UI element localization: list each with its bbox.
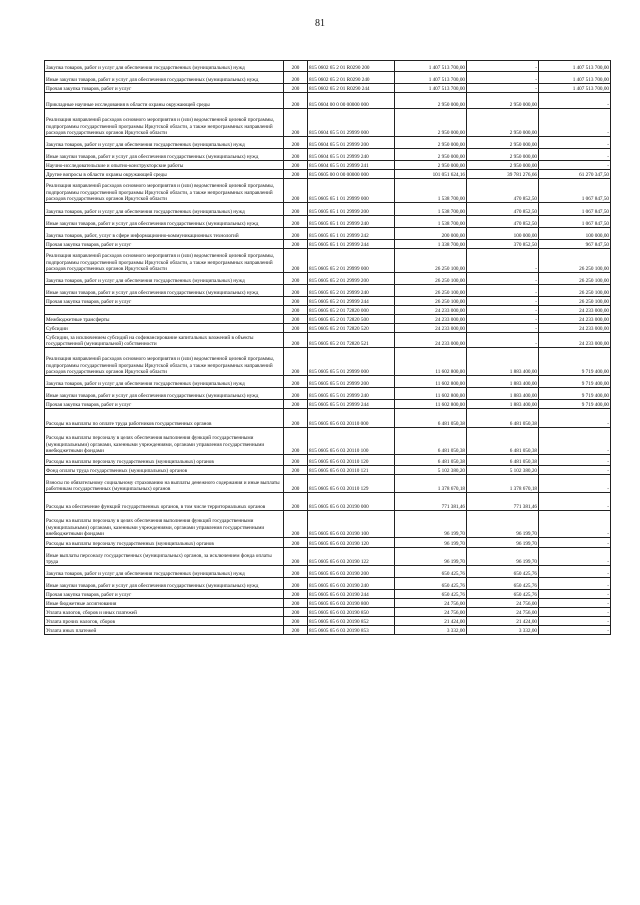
row-name: Закупка товаров, работ и услуг для обеспечения государственных (муниципальных) нужд: [45, 137, 284, 149]
row-amount-plan: 21 424,00: [395, 617, 467, 626]
row-amount-plan: 24 233 000,00: [395, 333, 467, 348]
page-number: 81: [315, 18, 325, 29]
row-name: Уплата налогов, сборов и иных платежей: [45, 608, 284, 617]
row-amount-plan: 1 407 513 700,00: [395, 84, 467, 93]
row-amount-remaining: 26 250 100,00: [539, 285, 611, 297]
row-name: Реализация направлений расходов основного мероприятия и (или) ведомственной целевой программы, подпрограммы государственной программы Иркутской области, а также непрограммных направлений расходов государственных органов Иркутской области: [45, 249, 284, 273]
row-amount-executed: 370 852,50: [467, 240, 539, 249]
row-code: 200: [284, 324, 308, 333]
row-amount-remaining: -: [539, 149, 611, 161]
row-name: Иные закупки товаров, работ и услуг для обеспечения государственных (муниципальных) нужд: [45, 149, 284, 161]
row-code: 200: [284, 93, 308, 109]
row-kbk: 815 0605 65 1 01 29999 000: [308, 179, 395, 203]
row-amount-executed: -: [467, 306, 539, 315]
row-amount-remaining: 61 270 347,50: [539, 170, 611, 179]
row-amount-executed: 650 425,76: [467, 590, 539, 599]
row-amount-executed: -: [467, 333, 539, 348]
row-kbk: 815 0605 00 0 00 00000 000: [308, 170, 395, 179]
row-amount-plan: 1 538 700,00: [395, 203, 467, 216]
row-amount-executed: 1 883 400,00: [467, 348, 539, 376]
row-name: Фонд оплаты труда государственных (муниципальных) органов: [45, 466, 284, 475]
table-row: [45, 590, 611, 599]
row-amount-executed: 96 199,70: [467, 538, 539, 548]
row-amount-remaining: 26 250 100,00: [539, 273, 611, 285]
row-amount-executed: 1 378 670,18: [467, 475, 539, 493]
table-row: [45, 315, 611, 324]
row-amount-executed: -: [467, 84, 539, 93]
table-row: [45, 548, 611, 566]
table-row: [45, 149, 611, 161]
row-kbk: 815 0604 65 5 01 29999 200: [308, 137, 395, 149]
budget-table-body: [45, 61, 611, 635]
table-row: [45, 84, 611, 93]
table-row: [45, 409, 611, 428]
row-amount-plan: 2 950 000,00: [395, 137, 467, 149]
table-row: [45, 626, 611, 635]
table-row: [45, 475, 611, 493]
row-name: Закупка товаров, работ, услуг в сфере информационно-коммуникационных технологий: [45, 228, 284, 240]
row-kbk: 815 0605 65 2 01 72820 521: [308, 333, 395, 348]
row-amount-executed: 1 883 400,00: [467, 388, 539, 400]
row-amount-remaining: -: [539, 466, 611, 475]
row-kbk: 815 0602 65 2 01 R0290 244: [308, 84, 395, 93]
row-amount-remaining: 1 067 847,50: [539, 179, 611, 203]
row-amount-remaining: -: [539, 548, 611, 566]
row-kbk: 815 0605 65 6 03 20190 852: [308, 617, 395, 626]
row-name: Расходы на выплаты персоналу в целях обеспечения выполнения функций государственными (муниципальными) органами, казенными учреждениями, органами управления государственными внебюджетными фондами: [45, 428, 284, 455]
row-code: 200: [284, 228, 308, 240]
row-kbk: 815 0605 65 2 01 29999 240: [308, 285, 395, 297]
row-code: 200: [284, 428, 308, 455]
row-name: Научно-исследовательские и опытно-конструкторские работы: [45, 161, 284, 170]
row-code: 200: [284, 72, 308, 84]
row-kbk: 815 0605 65 6 03 20110 121: [308, 466, 395, 475]
row-amount-plan: 24 233 000,00: [395, 324, 467, 333]
row-amount-remaining: -: [539, 617, 611, 626]
row-amount-plan: 2 950 000,00: [395, 161, 467, 170]
row-name: Взносы по обязательному социальному страхованию на выплаты денежного содержания и иные выплаты работникам государственных (муниципальных) органов: [45, 475, 284, 493]
row-amount-remaining: 9 719 400,00: [539, 400, 611, 409]
row-name: Прочая закупка товаров, работ и услуг: [45, 240, 284, 249]
row-code: 200: [284, 511, 308, 538]
row-code: 200: [284, 388, 308, 400]
row-amount-plan: 24 233 000,00: [395, 306, 467, 315]
row-amount-executed: 6 481 050,38: [467, 455, 539, 466]
row-amount-executed: 1 883 400,00: [467, 400, 539, 409]
row-code: 200: [284, 179, 308, 203]
row-amount-plan: 650 425,76: [395, 578, 467, 590]
row-kbk: 815 0605 65 6 03 20110 129: [308, 475, 395, 493]
row-amount-executed: 100 000,00: [467, 228, 539, 240]
row-amount-executed: 2 950 000,00: [467, 93, 539, 109]
row-name: [45, 306, 284, 315]
row-name: Иные закупки товаров, работ и услуг для обеспечения государственных (муниципальных) нужд: [45, 285, 284, 297]
row-code: 200: [284, 61, 308, 72]
table-row: [45, 493, 611, 511]
row-code: 200: [284, 240, 308, 249]
table-row: [45, 324, 611, 333]
row-amount-plan: 101 051 624,16: [395, 170, 467, 179]
table-row: [45, 93, 611, 109]
row-amount-remaining: -: [539, 538, 611, 548]
row-name: Иные бюджетные ассигнования: [45, 599, 284, 608]
row-amount-remaining: -: [539, 566, 611, 578]
row-amount-remaining: 1 407 513 700,00: [539, 84, 611, 93]
row-name: Прочая закупка товаров, работ и услуг: [45, 84, 284, 93]
row-amount-remaining: 24 233 000,00: [539, 306, 611, 315]
row-kbk: 815 0605 65 5 01 29999 240: [308, 388, 395, 400]
row-amount-executed: 5 102 380,20: [467, 466, 539, 475]
row-kbk: 815 0604 65 5 01 29999 241: [308, 161, 395, 170]
row-amount-remaining: -: [539, 511, 611, 538]
table-row: [45, 203, 611, 216]
row-kbk: 815 0605 65 2 01 29999 244: [308, 297, 395, 306]
row-kbk: 815 0605 65 1 01 29999 200: [308, 203, 395, 216]
row-code: 200: [284, 493, 308, 511]
row-kbk: 815 0605 65 1 01 29999 244: [308, 240, 395, 249]
row-name: Реализация направлений расходов основного мероприятия и (или) ведомственной целевой программы, подпрограммы государственной программы Иркутской области, а также непрограммных направлений расходов государственных органов Иркутской области: [45, 109, 284, 137]
row-amount-remaining: -: [539, 599, 611, 608]
row-amount-remaining: 9 719 400,00: [539, 376, 611, 388]
row-code: 200: [284, 409, 308, 428]
row-code: 200: [284, 599, 308, 608]
table-row: [45, 109, 611, 137]
row-amount-remaining: -: [539, 475, 611, 493]
row-kbk: 815 0605 65 2 01 29999 200: [308, 273, 395, 285]
table-row: [45, 455, 611, 466]
row-code: 200: [284, 273, 308, 285]
row-amount-plan: 1 407 513 700,00: [395, 61, 467, 72]
row-amount-plan: 6 481 050,38: [395, 455, 467, 466]
row-name: Прочая закупка товаров, работ и услуг: [45, 590, 284, 599]
row-amount-plan: 24 233 000,00: [395, 315, 467, 324]
row-code: 200: [284, 376, 308, 388]
row-amount-plan: 26 250 100,00: [395, 297, 467, 306]
row-amount-plan: 1 538 700,00: [395, 179, 467, 203]
table-row: [45, 228, 611, 240]
row-code: 200: [284, 578, 308, 590]
row-name: Иные закупки товаров, работ и услуг для обеспечения государственных (муниципальных) нужд: [45, 216, 284, 228]
row-code: 200: [284, 538, 308, 548]
row-kbk: 815 0602 65 2 01 R0290 200: [308, 61, 395, 72]
row-code: 200: [284, 285, 308, 297]
row-amount-executed: 1 883 400,00: [467, 376, 539, 388]
row-kbk: 815 0605 65 6 03 20190 800: [308, 599, 395, 608]
table-row: [45, 400, 611, 409]
row-amount-executed: 470 852,50: [467, 203, 539, 216]
row-amount-plan: 96 199,70: [395, 548, 467, 566]
row-code: 200: [284, 203, 308, 216]
row-amount-remaining: 100 000,00: [539, 228, 611, 240]
row-name: Прочая закупка товаров, работ и услуг: [45, 297, 284, 306]
row-amount-remaining: -: [539, 409, 611, 428]
row-kbk: 815 0605 65 6 03 20110 100: [308, 428, 395, 455]
row-name: Реализация направлений расходов основного мероприятия и (или) ведомственной целевой программы, подпрограммы государственной программы Иркутской области, а также непрограммных направлений расходов государственных органов Иркутской области: [45, 348, 284, 376]
row-kbk: 815 0605 65 6 03 20190 853: [308, 626, 395, 635]
table-row: [45, 511, 611, 538]
table-row: [45, 285, 611, 297]
table-row: [45, 249, 611, 273]
row-kbk: 815 0605 65 2 01 72820 520: [308, 324, 395, 333]
row-amount-executed: 39 781 276,66: [467, 170, 539, 179]
row-amount-remaining: -: [539, 590, 611, 599]
row-amount-plan: 2 950 000,00: [395, 93, 467, 109]
row-amount-executed: 3 332,00: [467, 626, 539, 635]
row-code: 200: [284, 249, 308, 273]
table-row: [45, 216, 611, 228]
row-amount-remaining: 26 250 100,00: [539, 249, 611, 273]
row-code: 200: [284, 455, 308, 466]
row-name: Закупка товаров, работ и услуг для обеспечения государственных (муниципальных) нужд: [45, 566, 284, 578]
row-amount-remaining: 1 067 847,50: [539, 216, 611, 228]
table-row: [45, 179, 611, 203]
row-amount-plan: 26 250 100,00: [395, 249, 467, 273]
row-name: Прочая закупка товаров, работ и услуг: [45, 400, 284, 409]
table-row: [45, 617, 611, 626]
row-amount-plan: 2 950 000,00: [395, 149, 467, 161]
row-name: Расходы на выплаты персоналу в целях обеспечения выполнения функций государственными (муниципальными) органами, казенными учреждениями, органами управления государственными внебюджетными фондами: [45, 511, 284, 538]
row-amount-remaining: 9 719 400,00: [539, 388, 611, 400]
row-code: 200: [284, 109, 308, 137]
row-amount-remaining: 1 407 513 700,00: [539, 72, 611, 84]
row-code: 200: [284, 617, 308, 626]
row-amount-executed: 6 481 050,38: [467, 428, 539, 455]
row-amount-plan: 6 481 050,38: [395, 409, 467, 428]
row-amount-executed: 21 424,00: [467, 617, 539, 626]
table-row: [45, 466, 611, 475]
table-row: [45, 61, 611, 72]
row-code: 200: [284, 149, 308, 161]
row-amount-plan: 96 199,70: [395, 511, 467, 538]
row-kbk: 815 0602 65 2 01 R0290 240: [308, 72, 395, 84]
row-code: 200: [284, 475, 308, 493]
row-amount-plan: 1 407 513 700,00: [395, 72, 467, 84]
row-amount-executed: -: [467, 285, 539, 297]
row-amount-plan: 3 332,00: [395, 626, 467, 635]
row-amount-plan: 11 602 800,00: [395, 348, 467, 376]
row-amount-executed: -: [467, 324, 539, 333]
row-amount-remaining: -: [539, 608, 611, 617]
row-code: 200: [284, 566, 308, 578]
row-amount-executed: 2 950 000,00: [467, 161, 539, 170]
row-amount-plan: 96 199,70: [395, 538, 467, 548]
row-kbk: 815 0605 65 2 01 72820 000: [308, 306, 395, 315]
row-name: Расходы на выплаты персоналу государственных (муниципальных) органов: [45, 455, 284, 466]
row-kbk: 815 0605 65 6 03 20110 000: [308, 409, 395, 428]
table-row: [45, 578, 611, 590]
row-kbk: 815 0605 65 5 01 29999 000: [308, 348, 395, 376]
row-amount-remaining: -: [539, 455, 611, 466]
row-amount-executed: -: [467, 72, 539, 84]
row-kbk: 815 0605 65 6 03 20190 122: [308, 548, 395, 566]
row-name: Субсидии: [45, 324, 284, 333]
row-amount-executed: 2 950 000,00: [467, 149, 539, 161]
row-kbk: 815 0604 65 5 01 29999 240: [308, 149, 395, 161]
table-row: [45, 333, 611, 348]
row-amount-executed: 6 481 050,38: [467, 409, 539, 428]
row-amount-remaining: 24 233 000,00: [539, 315, 611, 324]
row-name: Закупка товаров, работ и услуг для обеспечения государственных (муниципальных) нужд: [45, 376, 284, 388]
table-row: [45, 428, 611, 455]
row-amount-plan: 1 378 670,18: [395, 475, 467, 493]
row-amount-executed: -: [467, 249, 539, 273]
row-amount-remaining: -: [539, 109, 611, 137]
row-amount-executed: 650 425,76: [467, 578, 539, 590]
table-row: [45, 297, 611, 306]
row-amount-executed: 2 950 000,00: [467, 109, 539, 137]
table-row: [45, 161, 611, 170]
row-name: Субсидии, за исключением субсидий на софинансирование капитальных вложений в объекты государственной (муниципальной) собственности: [45, 333, 284, 348]
row-amount-plan: 5 102 380,20: [395, 466, 467, 475]
row-code: 200: [284, 626, 308, 635]
row-code: 200: [284, 137, 308, 149]
row-amount-remaining: 26 250 100,00: [539, 297, 611, 306]
row-name: Иные выплаты персоналу государственных (муниципальных) органов, за исключением фонда оплаты труда: [45, 548, 284, 566]
row-name: Закупка товаров, работ и услуг для обеспечения государственных (муниципальных) нужд: [45, 273, 284, 285]
table-row: [45, 72, 611, 84]
row-code: 200: [284, 466, 308, 475]
row-kbk: 815 0604 00 0 00 00000 000: [308, 93, 395, 109]
row-name: Иные закупки товаров, работ и услуг для обеспечения государственных (муниципальных) нужд: [45, 388, 284, 400]
row-code: 200: [284, 84, 308, 93]
row-kbk: 815 0605 65 6 03 20110 120: [308, 455, 395, 466]
row-code: 200: [284, 306, 308, 315]
row-kbk: 815 0605 65 6 03 20190 244: [308, 590, 395, 599]
row-kbk: 815 0605 65 6 03 20190 120: [308, 538, 395, 548]
row-amount-plan: 200 000,00: [395, 228, 467, 240]
table-row: [45, 376, 611, 388]
row-amount-executed: 24 756,00: [467, 599, 539, 608]
row-name: Уплата прочих налогов, сборов: [45, 617, 284, 626]
row-amount-executed: 96 199,70: [467, 548, 539, 566]
budget-table: [44, 60, 611, 635]
row-amount-executed: -: [467, 61, 539, 72]
row-code: 200: [284, 216, 308, 228]
row-amount-remaining: -: [539, 137, 611, 149]
row-amount-executed: 650 425,76: [467, 566, 539, 578]
row-name: Закупка товаров, работ и услуг для обеспечения государственных (муниципальных) нужд: [45, 61, 284, 72]
row-amount-plan: 650 425,76: [395, 566, 467, 578]
row-kbk: 815 0605 65 1 01 29999 240: [308, 216, 395, 228]
row-amount-remaining: 967 847,50: [539, 240, 611, 249]
row-code: 200: [284, 590, 308, 599]
row-amount-remaining: 9 719 400,00: [539, 348, 611, 376]
row-kbk: 815 0605 65 6 03 20190 240: [308, 578, 395, 590]
row-name: Расходы на выплаты персоналу государственных (муниципальных) органов: [45, 538, 284, 548]
table-row: [45, 240, 611, 249]
row-code: 200: [284, 400, 308, 409]
row-amount-remaining: -: [539, 578, 611, 590]
row-amount-executed: -: [467, 315, 539, 324]
row-code: 200: [284, 333, 308, 348]
row-code: 200: [284, 608, 308, 617]
row-name: Закупка товаров, работ и услуг для обеспечения государственных (муниципальных) нужд: [45, 203, 284, 216]
row-amount-plan: 1 338 700,00: [395, 240, 467, 249]
row-amount-executed: 771 381,46: [467, 493, 539, 511]
row-amount-remaining: -: [539, 626, 611, 635]
row-name: Прикладные научные исследования в области охраны окружающей среды: [45, 93, 284, 109]
row-name: Иные закупки товаров, работ и услуг для обеспечения государственных (муниципальных) нужд: [45, 72, 284, 84]
row-amount-plan: 771 381,46: [395, 493, 467, 511]
row-amount-executed: 2 950 000,00: [467, 137, 539, 149]
row-code: 200: [284, 315, 308, 324]
row-code: 200: [284, 170, 308, 179]
row-amount-executed: 470 852,50: [467, 179, 539, 203]
table-row: [45, 348, 611, 376]
row-amount-plan: 11 602 800,00: [395, 400, 467, 409]
row-name: Другие вопросы в области охраны окружающей среды: [45, 170, 284, 179]
row-kbk: 815 0605 65 6 03 20190 000: [308, 493, 395, 511]
row-amount-remaining: 24 233 000,00: [539, 333, 611, 348]
row-amount-remaining: 1 407 513 700,00: [539, 61, 611, 72]
table-row: [45, 566, 611, 578]
row-amount-remaining: -: [539, 161, 611, 170]
table-row: [45, 170, 611, 179]
row-kbk: 815 0605 65 5 01 29999 244: [308, 400, 395, 409]
table-row: [45, 273, 611, 285]
row-amount-remaining: -: [539, 493, 611, 511]
row-amount-remaining: -: [539, 93, 611, 109]
row-name: Расходы на обеспечение функций государственных органов, в том числе территориальных органов: [45, 493, 284, 511]
row-code: 200: [284, 161, 308, 170]
row-amount-plan: 1 538 700,00: [395, 216, 467, 228]
row-amount-remaining: 1 067 847,50: [539, 203, 611, 216]
row-kbk: 815 0605 65 5 01 29999 200: [308, 376, 395, 388]
row-kbk: 815 0605 65 2 01 72820 500: [308, 315, 395, 324]
row-kbk: 815 0605 65 6 03 20190 100: [308, 511, 395, 538]
row-amount-plan: 24 756,00: [395, 599, 467, 608]
row-name: Иные закупки товаров, работ и услуг для обеспечения государственных (муниципальных) нужд: [45, 578, 284, 590]
row-name: Реализация направлений расходов основного мероприятия и (или) ведомственной целевой программы, подпрограммы государственной программы Иркутской области, а также непрограммных направлений расходов государственных органов Иркутской области: [45, 179, 284, 203]
row-amount-plan: 26 250 100,00: [395, 285, 467, 297]
row-kbk: 815 0605 65 2 01 29999 000: [308, 249, 395, 273]
row-amount-plan: 24 756,00: [395, 608, 467, 617]
row-amount-remaining: -: [539, 428, 611, 455]
row-amount-executed: 96 199,70: [467, 511, 539, 538]
row-amount-plan: 11 602 800,00: [395, 376, 467, 388]
row-name: Расходы на выплаты по оплате труда работников государственных органов: [45, 409, 284, 428]
table-row: [45, 137, 611, 149]
row-amount-executed: -: [467, 273, 539, 285]
row-amount-plan: 26 250 100,00: [395, 273, 467, 285]
table-row: [45, 306, 611, 315]
row-name: Уплата иных платежей: [45, 626, 284, 635]
row-code: 200: [284, 548, 308, 566]
row-amount-plan: 650 425,76: [395, 590, 467, 599]
row-name: Межбюджетные трансферты: [45, 315, 284, 324]
row-amount-remaining: 24 233 000,00: [539, 324, 611, 333]
row-kbk: 815 0605 65 6 03 20190 200: [308, 566, 395, 578]
row-amount-executed: 470 852,50: [467, 216, 539, 228]
row-kbk: 815 0604 65 5 01 29999 000: [308, 109, 395, 137]
row-code: 200: [284, 297, 308, 306]
table-row: [45, 608, 611, 617]
row-kbk: 815 0605 65 1 01 29999 242: [308, 228, 395, 240]
row-kbk: 815 0605 65 6 03 20190 850: [308, 608, 395, 617]
table-row: [45, 388, 611, 400]
row-amount-plan: 2 950 000,00: [395, 109, 467, 137]
row-code: 200: [284, 348, 308, 376]
row-amount-plan: 6 481 050,38: [395, 428, 467, 455]
table-row: [45, 599, 611, 608]
row-amount-plan: 11 602 800,00: [395, 388, 467, 400]
table-row: [45, 538, 611, 548]
row-amount-executed: 24 756,00: [467, 608, 539, 617]
row-amount-executed: -: [467, 297, 539, 306]
